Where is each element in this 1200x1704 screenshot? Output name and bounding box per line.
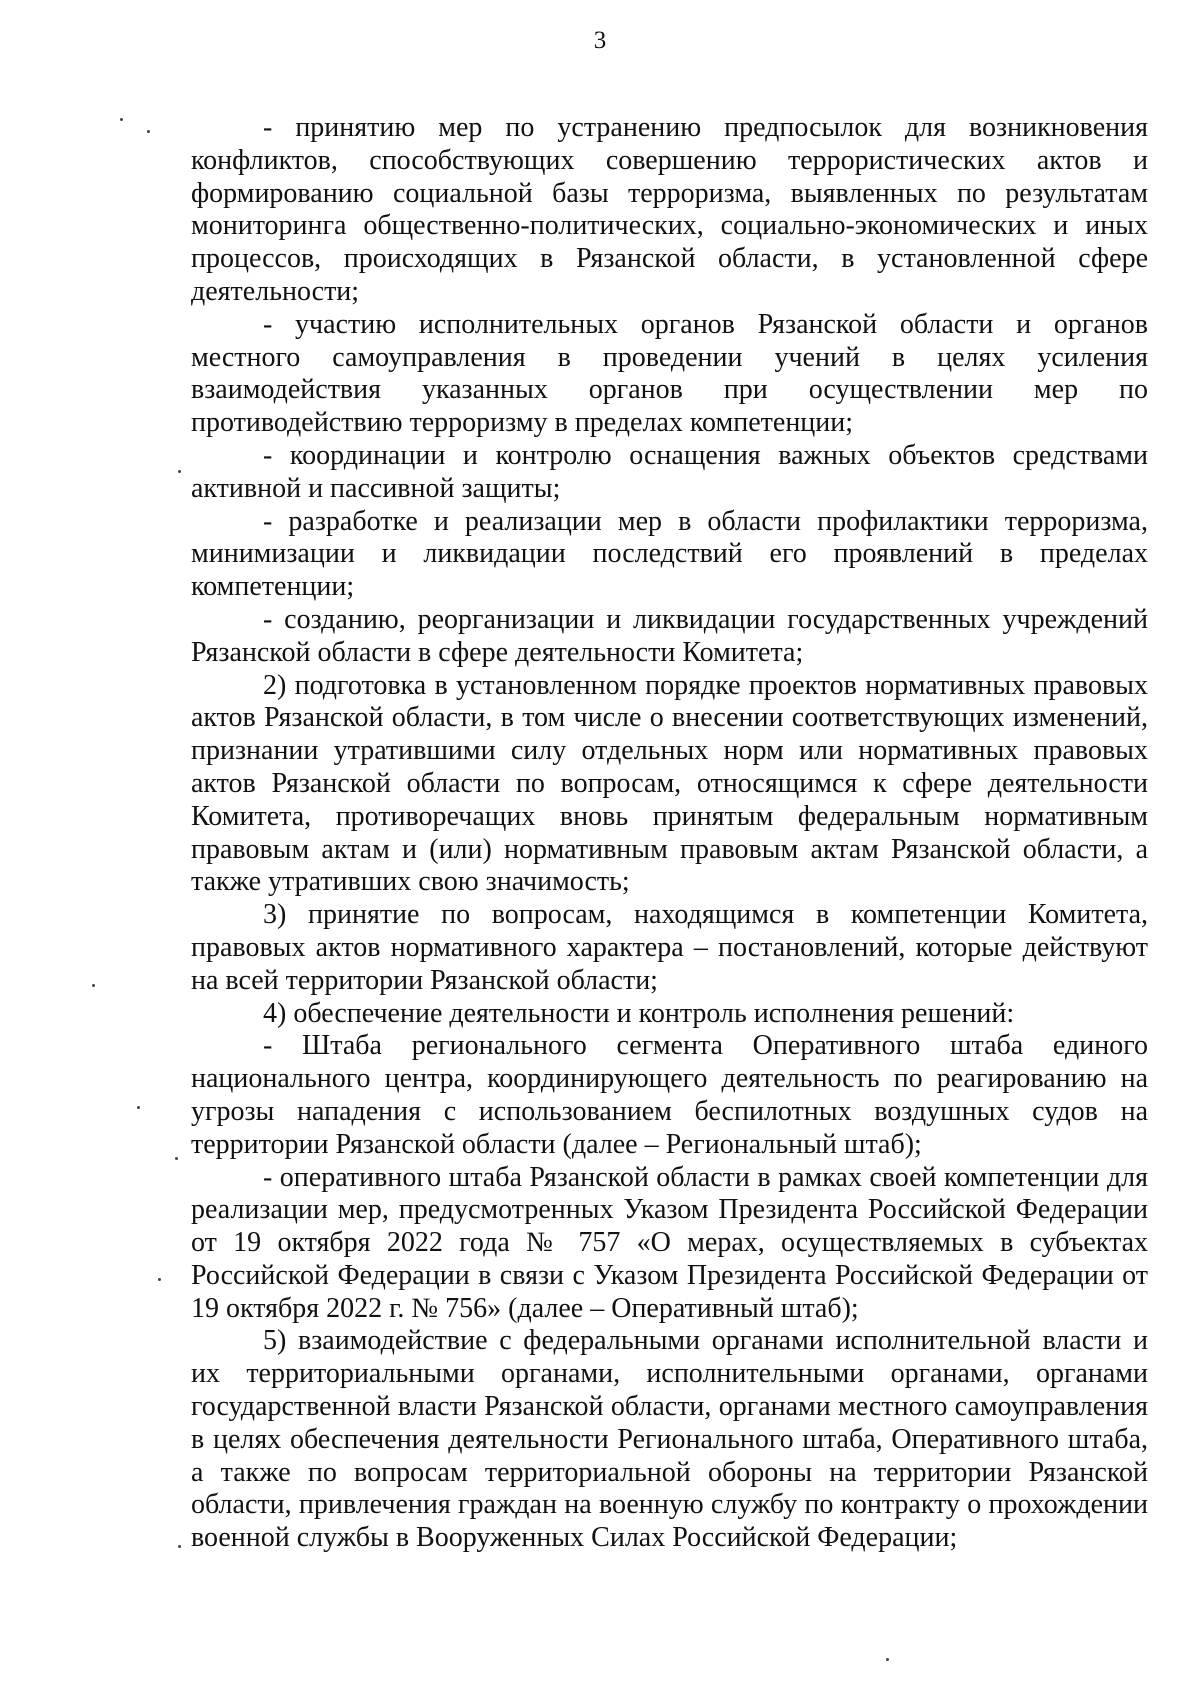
document-body (191, 112, 1148, 1555)
paragraph: 3) принятие по вопросам, находящимся в компетенции Комитета, правовых актов нормативного характера – постановлений, которые действуют на всей территории Рязанской области; (191, 899, 1148, 996)
scan-speck (178, 470, 181, 473)
paragraph: - принятию мер по устранению предпосылок для возникновения конфликтов, способствующих совершению террористических актов и формированию социальной базы терроризма, выявленных по результатам мониторинга общественно-политических, социально-экономических и иных процессов, происходящих в Рязанской области, в установленной сфере деятельности; (191, 112, 1148, 307)
paragraph: - участию исполнительных органов Рязанской области и органов местного самоуправления в проведении учений в целях усиления взаимодействия указанных органов при осуществлении мер по противодействию терроризму в пределах компетенции; (191, 308, 1148, 439)
scan-speck (147, 130, 150, 133)
scan-speck (175, 1157, 178, 1160)
paragraph: - оперативного штаба Рязанской области в рамках своей компетенции для реализации мер, предусмотренных Указом Президента Российской Федерации от 19 октября 2022 года № 757 «О мерах, осуществляемых в субъектах Российской Федерации в связи с Указом Президента Российской Федерации от 19 октября 2022 г. № 756» (далее – Оперативный штаб); (191, 1161, 1148, 1324)
paragraph: - координации и контролю оснащения важных объектов средствами активной и пассивной защиты; (191, 439, 1148, 504)
scan-speck (886, 1658, 889, 1661)
scan-speck (92, 984, 95, 987)
paragraph: - Штаба регионального сегмента Оперативного штаба единого национального центра, координирующего деятельность по реагированию на угрозы нападения с использованием беспилотных воздушных судов на территории Рязанской области (далее – Региональный штаб); (191, 1030, 1148, 1160)
paragraph: - разработке и реализации мер в области профилактики терроризма, минимизации и ликвидации последствий его проявлений в пределах компетенции; (191, 505, 1148, 603)
scan-speck (120, 118, 123, 121)
scan-speck (158, 1278, 161, 1281)
paragraph: 5) взаимодействие с федеральными органами исполнительной власти и их территориальными органами, исполнительными органами, органами государственной власти Рязанской области, органами местного самоуправления в целях обеспечения деятельности Регионального штаба, Оперативного штаба, а также по вопросам территориальной обороны на территории Рязанской области, привлечения граждан на военную службу по контракту о прохождении военной службы в Вооруженных Силах Российской Федерации; (191, 1325, 1148, 1554)
page-number: 3 (593, 27, 607, 54)
paragraph: - созданию, реорганизации и ликвидации государственных учреждений Рязанской области в сфере деятельности Комитета; (191, 603, 1148, 668)
paragraph: 2) подготовка в установленном порядке проектов нормативных правовых актов Рязанской области, в том числе о внесении соответствующих изменений, признании утратившими силу отдельных норм или нормативных правовых актов Рязанской области по вопросам, относящимся к сфере деятельности Комитета, противоречащих вновь принятым федеральным нормативным правовым актам и (или) нормативным правовым актам Рязанской области, а также утративших свою значимость; (191, 669, 1148, 898)
scan-speck (137, 1106, 140, 1109)
paragraph: 4) обеспечение деятельности и контроль исполнения решений: (263, 997, 1015, 1029)
scan-speck (178, 1545, 181, 1548)
